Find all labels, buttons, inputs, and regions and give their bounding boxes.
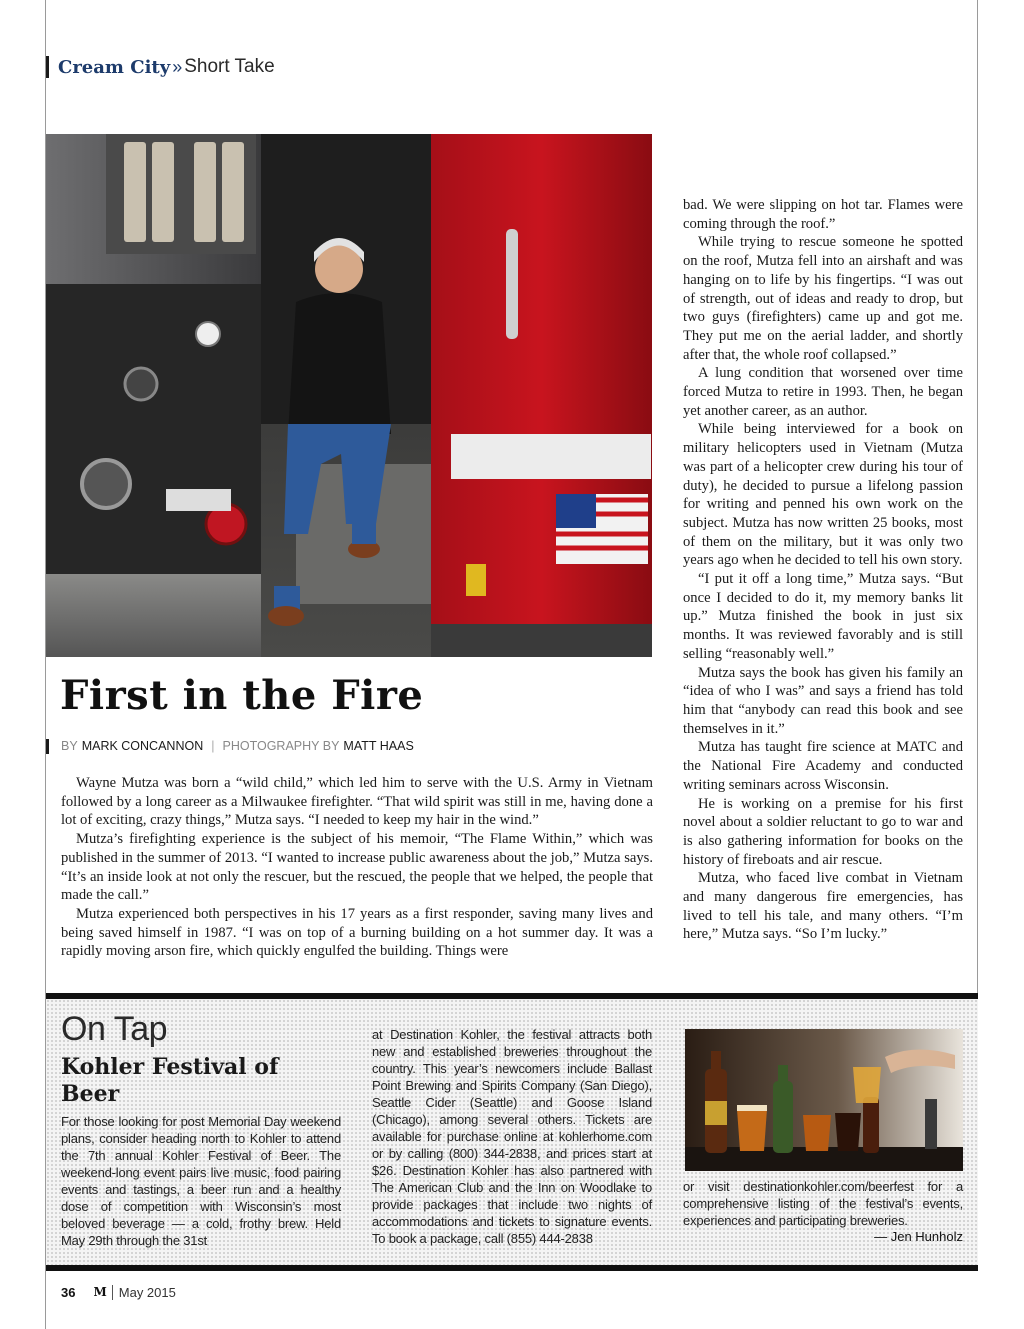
article-right-column bbox=[683, 196, 963, 944]
ontap-bottom-rule bbox=[46, 1265, 978, 1271]
firefighter-photo bbox=[46, 134, 652, 657]
ontap-column-2: at Destination Kohler, the festival attracts both new and established breweries throughout the country. This year’s newcomers include Ballast Point Brewing and Spirits Company (San Diego), Seattle Cider (Seattle) and Goose Island (Chicago), among several others. Tickets are available for purchase online at kohlerhome.com or by calling (800) 344-2838, and prices start at $26. Destination Kohler has also partnered with The American Club and the Inn on Woodlake to provide packages that include two nights of accommodations and tickets to signature events. To book a package, call (855) 444-2838 bbox=[372, 1027, 652, 1246]
article-title: First in the Fire bbox=[60, 672, 424, 719]
footer-separator bbox=[112, 1285, 113, 1300]
section-header bbox=[46, 56, 275, 78]
article-paragraph: Wayne Mutza was born a “wild child,” which led him to serve with the U.S. Army in Vietnam followed by a long career as a Milwaukee firefighter. “That wild spirit was still in me, having done a lot of exciting, crazy things,” Mutza says. “I needed to keep my hair in the wind.” bbox=[61, 775, 653, 829]
byline-marker-bar bbox=[46, 739, 49, 754]
ontap-title: On Tap bbox=[61, 1010, 168, 1048]
article-main-body bbox=[61, 774, 653, 961]
article-paragraph: While being interviewed for a book on military helicopters used in Vietnam (Mutza was part of a helicopter crew during his tour of duty), he decided to pursue a lifelong passion for writing and penned his own work on the subject. Mutza has now written 25 books, most of them on the military, but it was only two years ago when he decided to tell his own story. bbox=[683, 421, 963, 569]
byline-photographer: MATT HAAS bbox=[343, 739, 414, 753]
byline-author: MARK CONCANNON bbox=[81, 739, 204, 753]
ontap-subtitle: Kohler Festival of Beer bbox=[61, 1054, 279, 1107]
page-footer bbox=[61, 1284, 176, 1300]
article-paragraph: Mutza experienced both perspectives in his 17 years as a first responder, saving many lives and being saved himself in 1987. “I was on top of a burning building on a hot summer day. It was a rapidly moving arson fire, which quickly engulfed the building. Things were bbox=[61, 905, 653, 960]
article-paragraph: A lung condition that worsened over time forced Mutza to retire in 1993. Then, he began yet another career, as an author. bbox=[683, 365, 963, 419]
section-separator: » bbox=[172, 56, 183, 77]
article-paragraph: Mutza has taught fire science at MATC and the National Fire Academy and conducted writing seminars across Wisconsin. bbox=[683, 739, 963, 793]
article-paragraph: Mutza’s firefighting experience is the subject of his memoir, “The Flame Within,” which was published in the summer of 2013. “I wanted to increase public awareness about the job,” Mutza says. “It’s an inside look at not only the rescuer, but the rescued, the people that we helped, the people that made the call.” bbox=[61, 831, 653, 904]
article-paragraph: “I put it off a long time,” Mutza says. “But once I decided to do it, my memory banks lit up.” Mutza finished the book in just six months. It was reviewed favorably and is still selling “reasonably well.” bbox=[683, 571, 963, 662]
article-paragraph: While trying to rescue someone he spotted on the roof, Mutza fell into an airshaft and was hanging on to life by his fingertips. “I was out of strength, out of ideas and ready to drop, but two guys (firefighters) came up and got me. They put me on the aerial ladder, and shortly after that, the whole roof collapsed.” bbox=[683, 234, 963, 363]
column-name: Short Take bbox=[184, 56, 275, 77]
right-margin-rule bbox=[977, 0, 978, 995]
section-name: Cream City bbox=[58, 56, 171, 78]
article-paragraph: Mutza says the book has given his family an “idea of who I was” and says a friend has told him that “anybody can read this book and see themselves in it.” bbox=[683, 664, 963, 737]
article-paragraph: Mutza, who faced live combat in Vietnam and many dangerous fire emergencies, has lived to tell his tale, and many others. “I’m here,” Mutza says. “So I’m lucky.” bbox=[683, 870, 963, 943]
magazine-logo: M bbox=[93, 1285, 107, 1299]
ontap-column-3: or visit destinationkohler.com/beerfest for a comprehensive listing of the festival’s events, experiences and participating breweries. bbox=[683, 1179, 963, 1228]
section-marker-bar bbox=[46, 56, 49, 78]
byline bbox=[46, 738, 414, 754]
beer-photo bbox=[685, 1029, 963, 1171]
issue-date: May 2015 bbox=[118, 1284, 176, 1300]
ontap-credit: — Jen Hunholz bbox=[874, 1229, 963, 1244]
ontap-column-1: For those looking for post Memorial Day weekend plans, consider heading north to Kohler to attend the 7th annual Kohler Festival of Beer. The weekend-long event pairs live music, food pairing events and tastings, a beer run and a healthy dose of competition with Wisconsin’s most beloved beverage — a cold, frothy brew. Held May 29th through the 31st bbox=[61, 1114, 341, 1248]
byline-by-label: BY bbox=[61, 739, 78, 753]
page-number: 36 bbox=[61, 1284, 76, 1300]
byline-photo-label: PHOTOGRAPHY BY bbox=[222, 739, 340, 753]
article-paragraph: He is working on a premise for his first novel about a soldier reluctant to go to war and is also gathering information for books on the history of fireboats and air rescue. bbox=[683, 795, 963, 868]
byline-separator: | bbox=[211, 739, 215, 753]
article-paragraph: bad. We were slipping on hot tar. Flames were coming through the roof.” bbox=[683, 197, 963, 232]
